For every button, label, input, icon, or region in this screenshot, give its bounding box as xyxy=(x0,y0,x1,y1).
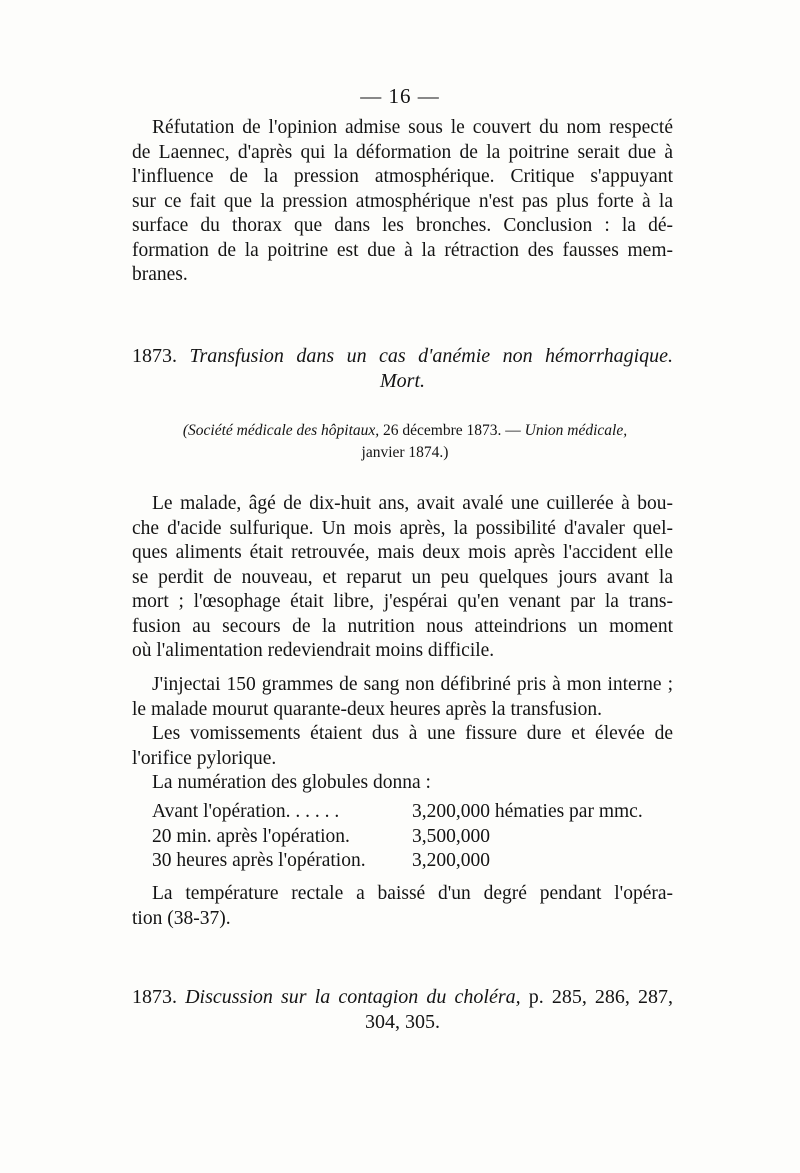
text-line: formation de la poitrine est due à la rétraction des fausses mem- xyxy=(132,239,673,261)
text-line: où l'alimentation redeviendrait moins difficile. xyxy=(132,640,495,661)
table-value: 3,500,000 xyxy=(412,825,490,847)
text-line: J'injectai 150 grammes de sang non défibriné pris à mon interne ; xyxy=(152,674,673,695)
source-journal: (Société médicale des hôpitaux, xyxy=(182,422,380,439)
entry-year: 1873. xyxy=(132,986,177,1008)
source-date: 26 décembre 1873. — xyxy=(383,422,521,439)
table-label: 20 min. après l'opération. xyxy=(152,825,350,847)
paragraph-refutation xyxy=(132,116,673,288)
text-line: l'influence de la pression atmosphérique. Critique s'appuyant xyxy=(132,166,673,187)
text-line: branes. xyxy=(132,264,188,285)
entry-cholera-heading xyxy=(132,985,673,1034)
text-line: se perdit de nouveau, et reparut un peu quelques jours avant la xyxy=(132,566,673,588)
entry-pages: p. 285, 286, 287, xyxy=(528,986,674,1008)
entry-title: Transfusion dans un cas d'anémie non hémorrhagique. xyxy=(189,345,674,367)
table-row xyxy=(152,849,643,874)
text-line: La numération des globules donna : xyxy=(152,772,431,793)
entry-title-continued: Mort. xyxy=(380,369,425,392)
text-line: le malade mourut quarante-deux heures après la transfusion. xyxy=(132,698,602,720)
paragraph-vomissements xyxy=(132,722,673,771)
text-line: sur ce fait que la pression atmosphérique n'est pas plus forte à la xyxy=(132,190,673,212)
entry-title: Discussion sur la contagion du choléra, xyxy=(185,986,521,1008)
source-date-2: janvier 1874.) xyxy=(361,444,449,461)
text-line: ques aliments était retrouvée, mais deux mois après l'accident elle xyxy=(132,542,673,563)
text-line: Réfutation de l'opinion admise sous le couvert du nom respecté xyxy=(152,117,673,138)
table-value: 3,200,000 xyxy=(412,850,490,871)
table-row xyxy=(152,825,643,850)
paragraph-numeration xyxy=(132,771,673,796)
entry-year: 1873. xyxy=(132,345,177,367)
text-line: fusion au secours de la nutrition nous atteindrions un moment xyxy=(132,615,673,637)
paragraph-injection xyxy=(132,673,673,722)
entry-transfusion-heading xyxy=(132,344,673,393)
table-row xyxy=(152,800,643,825)
text-line: Les vomissements étaient dus à une fissure dure et élevée de xyxy=(152,723,673,744)
text-line: de Laennec, d'après qui la déformation de la poitrine serait due à xyxy=(132,141,673,163)
text-line: l'orifice pylorique. xyxy=(132,747,277,769)
text-line: mort ; l'œsophage était libre, j'espérai qu'en venant par la trans- xyxy=(132,591,673,612)
page-number: — 16 — xyxy=(360,84,440,108)
entry-pages-continued: 304, 305. xyxy=(365,1010,440,1033)
globules-table xyxy=(152,800,643,874)
table-label: 30 heures après l'opération. xyxy=(152,850,366,871)
entry-source xyxy=(150,420,660,464)
table-label: Avant l'opération. . . . . . xyxy=(152,801,340,822)
table-value: 3,200,000 hématies par mmc. xyxy=(412,801,643,822)
source-journal-2: Union médicale, xyxy=(524,422,628,439)
text-line: La température rectale a baissé d'un degré pendant l'opéra- xyxy=(152,883,673,904)
text-line: tion (38-37). xyxy=(132,907,231,929)
text-line: surface du thorax que dans les bronches. Conclusion : la dé- xyxy=(132,215,673,236)
paragraph-case xyxy=(132,492,673,664)
text-line: Le malade, âgé de dix-huit ans, avait avalé une cuillerée à bou- xyxy=(152,493,673,514)
text-line: che d'acide sulfurique. Un mois après, la possibilité d'avaler quel- xyxy=(132,517,673,539)
paragraph-temperature xyxy=(132,882,673,931)
